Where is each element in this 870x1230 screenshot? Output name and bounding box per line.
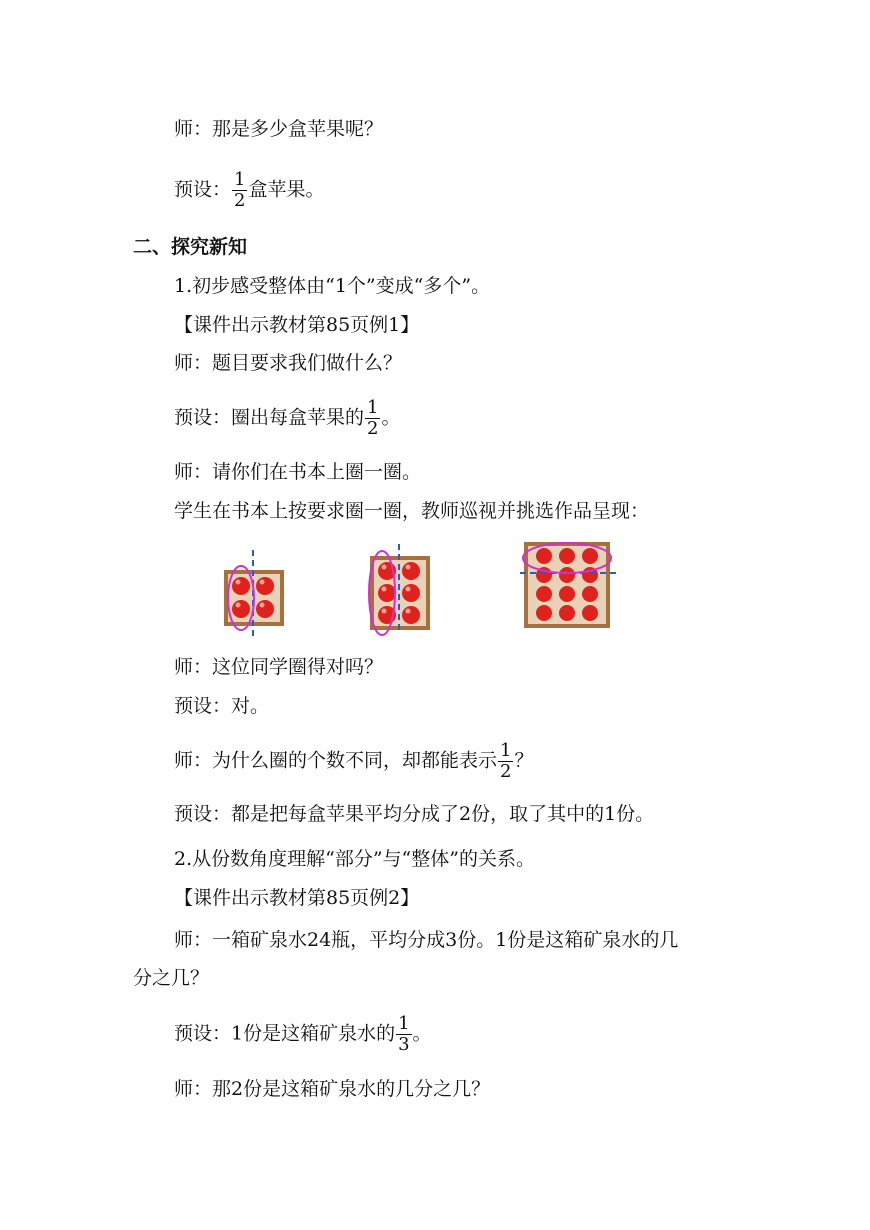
preset-prefix: 预设： <box>174 178 232 201</box>
line-preset-answer-1 <box>174 170 324 211</box>
line-courseware-2: 【课件出示教材第85页例2】 <box>174 887 420 909</box>
line-courseware-1: 【课件出示教材第85页例1】 <box>174 314 420 336</box>
line-teacher-question-1: 师：那是多少盒苹果呢？ <box>174 118 384 140</box>
line-teacher-question-6: 师：那2份是这箱矿泉水的几分之几？ <box>174 1078 491 1100</box>
apple-box-4-figure <box>214 548 294 640</box>
line-teacher-question-2: 师：题目要求我们做什么？ <box>174 352 403 374</box>
section-heading: 二、探究新知 <box>133 236 248 258</box>
line-teacher-question-5a: 师：一箱矿泉水24瓶，平均分成3份。1份是这箱矿泉水的几 <box>174 929 679 951</box>
line-student-activity: 学生在书本上按要求圈一圈，教师巡视并挑选作品呈现： <box>174 500 650 522</box>
line-teacher-instruction: 师：请你们在书本上圈一圈。 <box>174 461 422 483</box>
line-preset-answer-5: 预设：1份是这箱矿泉水的 $\frac{1}{3}$ 。 <box>174 1013 432 1055</box>
line-step-1: 1.初步感受整体由“1个”变成“多个”。 <box>174 275 491 297</box>
fraction-one-half: $\frac{1}{2}$ <box>500 740 512 782</box>
fraction-one-third: $\frac{1}{3}$ <box>398 1013 410 1055</box>
line-teacher-question-3: 师：这位同学圈得对吗？ <box>174 656 384 678</box>
apple-box-6-figure <box>360 542 440 636</box>
line-teacher-question-4: 师：为什么圈的个数不同，却都能表示 $\frac{1}{2}$ ？ <box>174 740 534 782</box>
line-teacher-question-5b: 分之几？ <box>133 967 210 989</box>
fraction-one-half: $\frac{1}{2}$ <box>367 397 379 439</box>
line-preset-answer-3: 预设：对。 <box>174 695 270 717</box>
preset-suffix: 盒苹果。 <box>248 178 325 201</box>
apple-box-12-figure <box>518 536 618 632</box>
line-preset-answer-4: 预设：都是把每盒苹果平均分成了2份，取了其中的1份。 <box>174 803 655 825</box>
line-step-2: 2.从份数角度理解“部分”与“整体”的关系。 <box>174 848 535 870</box>
line-preset-answer-2: 预设：圈出每盒苹果的 $\frac{1}{2}$ 。 <box>174 397 401 439</box>
fraction-one-half: $\frac{1}{2}$ <box>234 169 246 211</box>
